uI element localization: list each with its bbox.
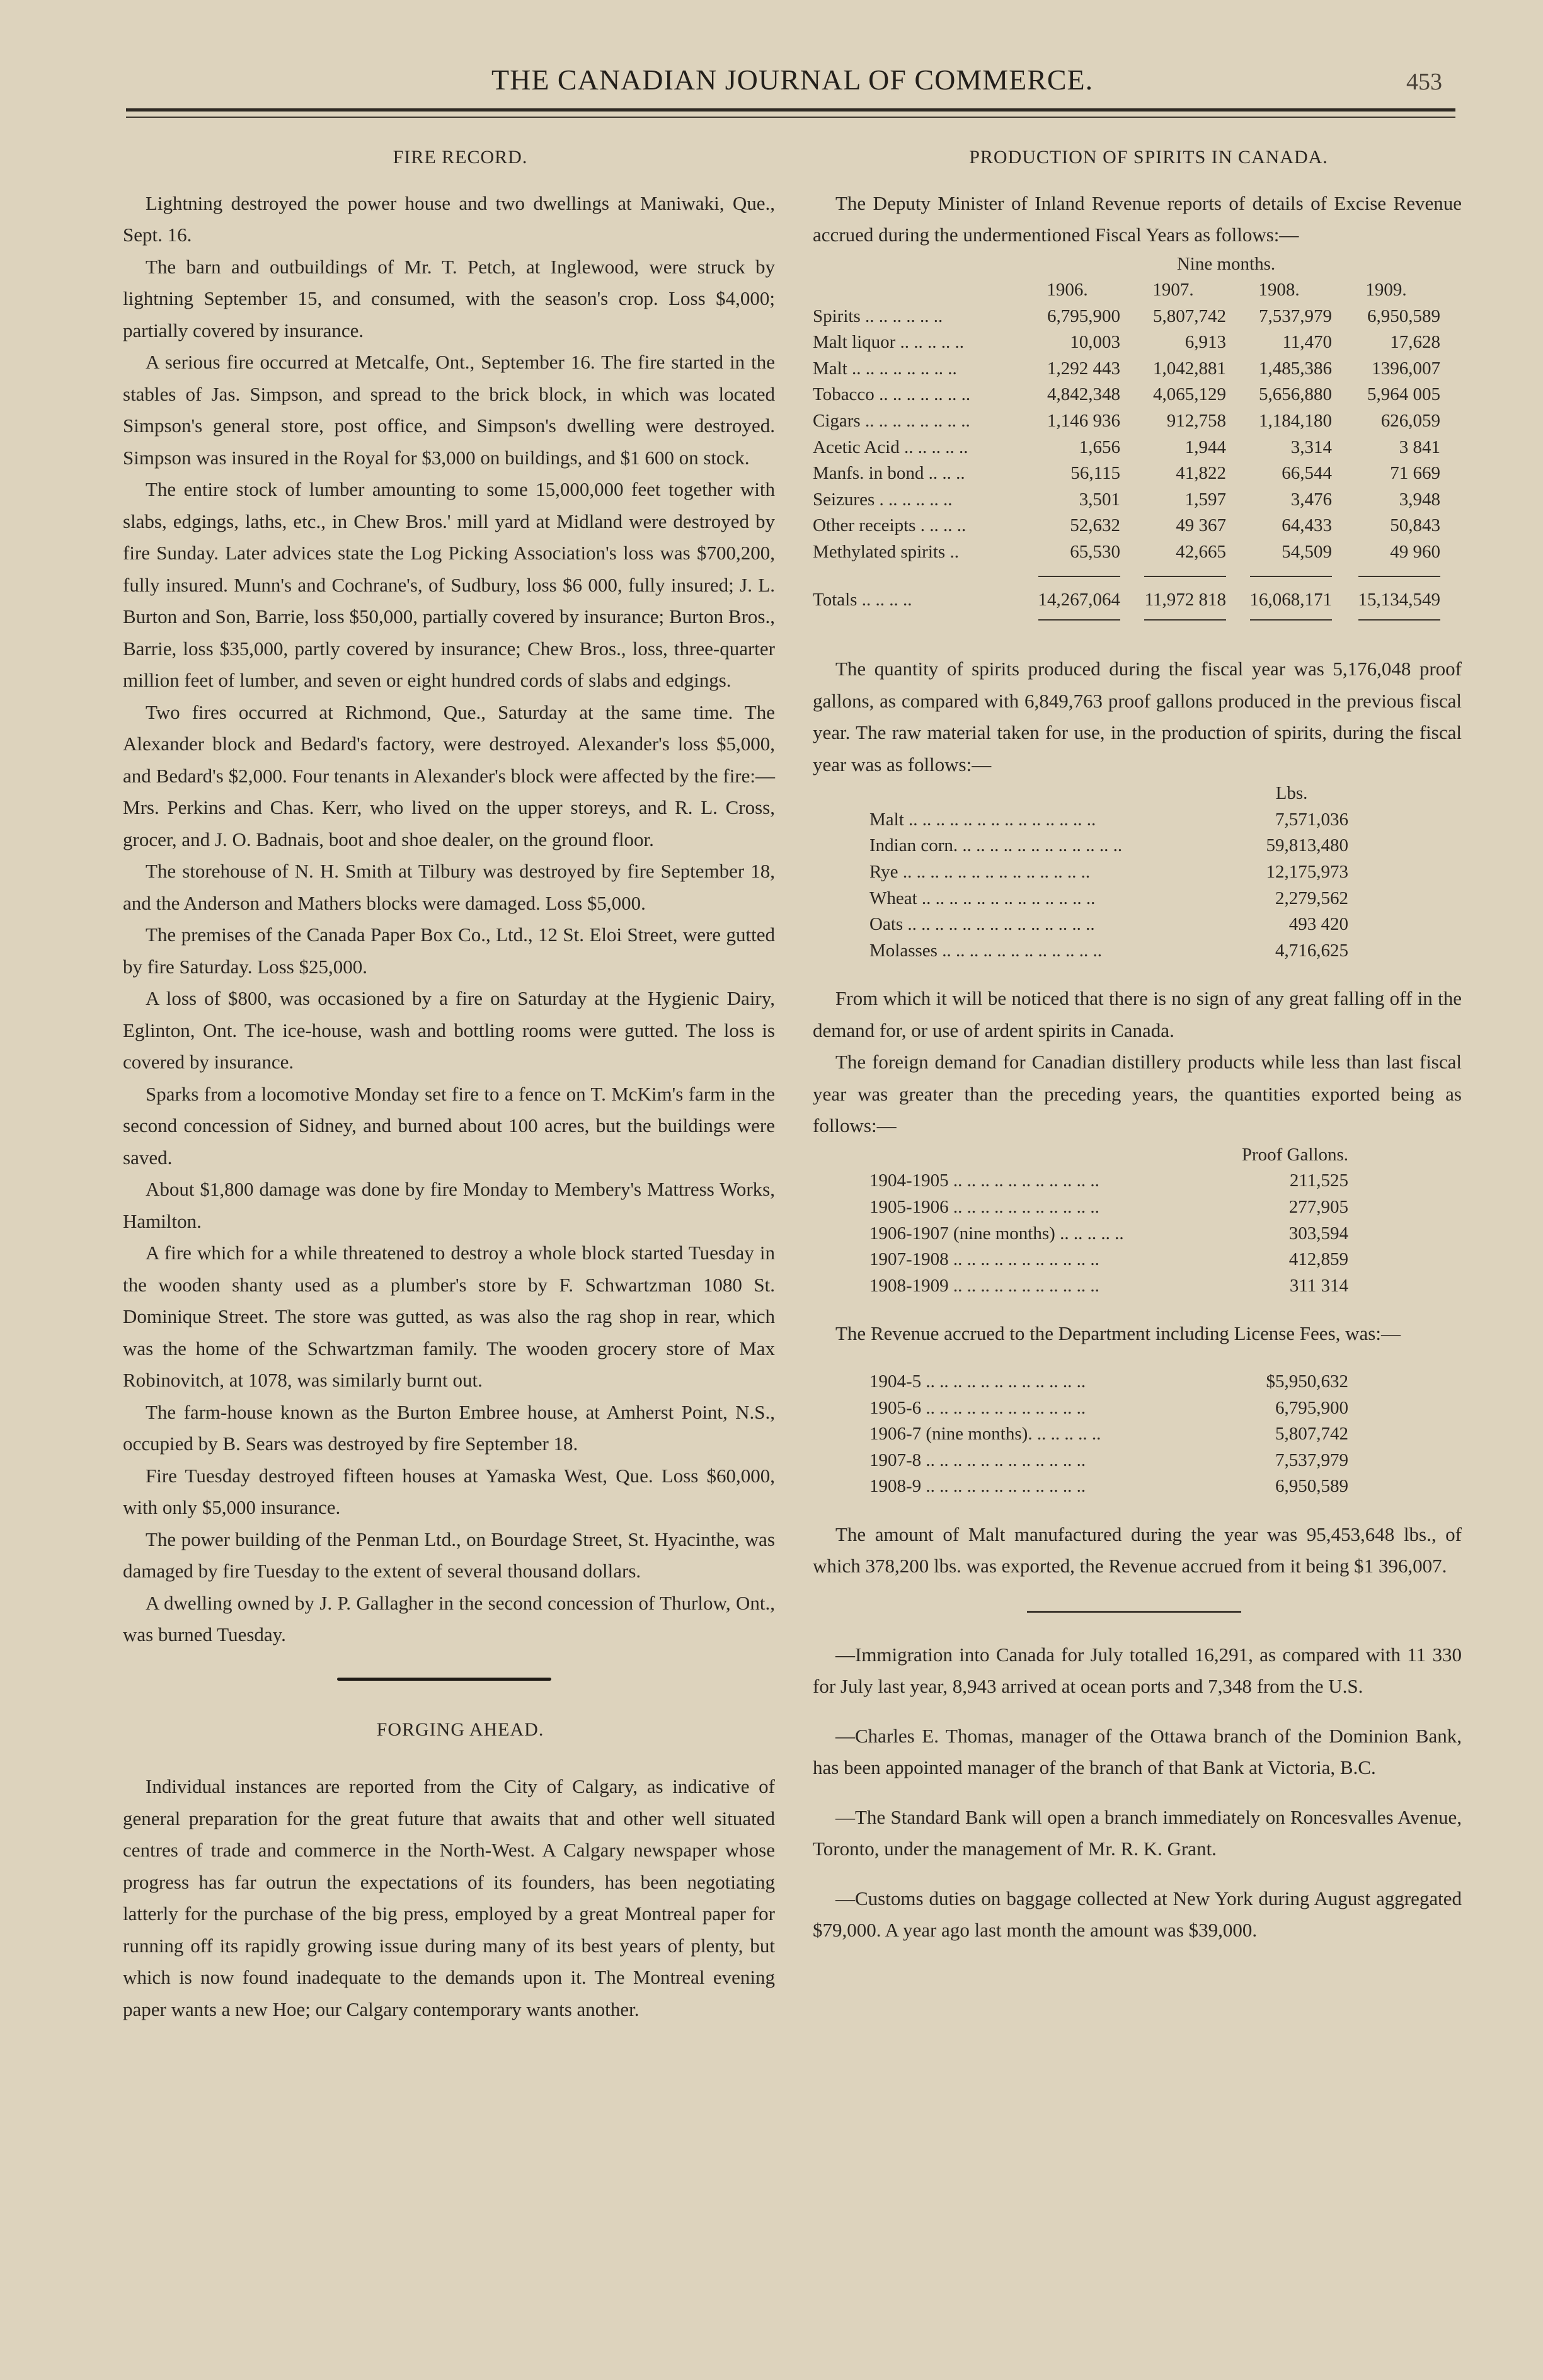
dot-leader: .. .. .. .. <box>861 589 912 610</box>
row-label-cell <box>813 408 1014 435</box>
table-cell: 6,913 <box>1184 332 1226 353</box>
material-row-label: Malt <box>869 809 904 830</box>
exports-list <box>813 1142 1462 1300</box>
table-cell: 54,509 <box>1282 542 1332 563</box>
row-label: Seizures <box>813 489 875 510</box>
table-cell: 10,003 <box>1070 332 1120 353</box>
dot-leader: .. .. .. <box>928 463 965 484</box>
table-cell: 41,822 <box>1176 463 1226 484</box>
raw-materials-list <box>813 781 1462 964</box>
dot-leader: .. .. .. .. .. .. .. .. .. .. .. .. .. .. <box>903 809 1096 830</box>
year-header: 1909. <box>1365 280 1407 300</box>
table-cell: 1,146 936 <box>1047 411 1120 432</box>
masthead-rule-thin <box>126 117 1455 118</box>
material-row-label-cell <box>869 938 1235 964</box>
export-row-label-cell <box>869 1247 1235 1273</box>
table-row <box>813 513 1462 539</box>
revenue-row-value: 5,807,742 <box>1275 1424 1348 1445</box>
material-row-value: 12,175,973 <box>1266 862 1348 882</box>
dot-leader: .. .. .. .. .. .. .. .. <box>852 358 957 379</box>
revenue-row-value: 6,950,589 <box>1275 1476 1348 1497</box>
fire-record-paragraph: Two fires occurred at Richmond, Que., Saturday at the same time. The Alexander block and Bedard's factory, were destroyed. Alexander's loss $5,000, and Bedard's $2,000. Four tenants in Alexander's block were affected by the fire:—Mrs. Perkins and Chas. Kerr, who lived on the upper storeys, and R. L. Cross, grocer, and J. O. Badnais, boot and shoe dealer, on the ground floor. <box>123 701 775 850</box>
revenue-row-label-cell <box>869 1395 1235 1422</box>
revenue-row-label-cell <box>869 1448 1235 1474</box>
year-header: 1906. <box>1047 280 1088 300</box>
row-label-cell <box>813 356 1014 382</box>
fire-record-paragraph: Fire Tuesday destroyed fifteen houses at Yamaska West, Que. Loss $60,000, with only $5,000 insurance. <box>123 1464 775 1518</box>
exports-unit: Proof Gallons. <box>1241 1144 1348 1165</box>
year-header: 1907. <box>1152 280 1194 300</box>
page-number: 453 <box>1406 69 1442 95</box>
export-row-value: 211,525 <box>1289 1170 1348 1191</box>
export-row-label-cell <box>869 1194 1235 1221</box>
fire-record-paragraph: A loss of $800, was occasioned by a fire on Saturday at the Hygienic Dairy, Eglinton, Ont. The ice-house, wash and bottling rooms were gutted. The loss is covered by insurance. <box>123 987 775 1073</box>
fire-record-paragraph: The entire stock of lumber amounting to some 15,000,000 feet together with slabs, edgings, laths, etc., in Chew Bros.' mill yard at Midland were destroyed by fire Sunday. Later advices state the Log Picking Association's loss was $700,200, fully insured. Munn's and Cochrane's, of Sudbury, loss $6 000, fully insured; J. L. Burton and Son, Barrie, loss $50,000, partially covered by insurance; Burton Bros., Barrie, loss $35,000, partly covered by insurance; Chew Bros., loss, three-quarter million feet of lumber, and seven or eight hundred cords of slabs and edgings. <box>123 478 775 691</box>
fire-record-paragraph: Lightning destroyed the power house and two dwellings at Maniwaki, Que., Sept. 16. <box>123 192 775 246</box>
fire-record-paragraph: The storehouse of N. H. Smith at Tilbury was destroyed by fire September 18, and the Anderson and Mathers blocks were damaged. Loss $5,000. <box>123 860 775 914</box>
row-label: Other receipts <box>813 515 916 536</box>
table-cell: 5,656,880 <box>1259 384 1332 405</box>
table-cell: 1,292 443 <box>1047 358 1120 379</box>
fire-record-heading: FIRE RECORD. <box>393 147 528 168</box>
row-label: Tobacco <box>813 384 875 405</box>
table-cell: 3 841 <box>1399 437 1440 457</box>
dot-leader: .. .. .. .. .. .. .. .. .. .. .. .. <box>921 1476 1086 1497</box>
revenue-row-label: 1905-6 <box>869 1397 922 1418</box>
table-row <box>813 408 1462 435</box>
table-cell: 912,758 <box>1166 411 1226 432</box>
dot-leader: .. .. .. .. .. .. .. .. .. .. .. .. <box>921 1450 1086 1470</box>
export-row-label-cell <box>869 1273 1235 1300</box>
export-row-value: 303,594 <box>1288 1223 1348 1244</box>
total-rule-row <box>813 566 1462 587</box>
fire-record-paragraph: A fire which for a while threatened to destroy a whole block started Tuesday in the wooden shanty used as a plumber's store by F. Schwartzman 1080 St. Dominique Street. The store was gutted, as was also the rag shop in rear, which was the home of the Schwartzman family. The wooden grocery store of Max Robinovitch, at 1078, was similarly burnt out. <box>123 1242 775 1391</box>
revenue-row-label: 1904-5 <box>869 1371 922 1392</box>
forging-ahead-paragraph: Individual instances are reported from the City of Calgary, as indicative of general preparation for the great future that awaits that and other well situated centres of trade and commerce in the North-West. A Calgary newspaper whose progress has far outrun the expectations of its founders, has been negotiating latterly for the purchase of the big press, employed by a great Montreal paper for running off its rapidly growing issue during many of its best years of plenty, but which is now found inadequate to the demands upon it. The Montreal evening paper wants a new Hoe; our Calgary contemporary wants another. <box>123 1775 775 2020</box>
news-note: —Charles E. Thomas, manager of the Ottawa branch of the Dominion Bank, has been appointed manager of the branch of that Bank at Victoria, B.C. <box>813 1724 1462 1779</box>
table-cell: 3,948 <box>1399 489 1440 510</box>
material-row <box>869 938 1348 964</box>
material-row-value: 4,716,625 <box>1275 940 1348 961</box>
ornamental-rule <box>123 1651 775 1702</box>
dot-leader: . .. .. .. .. .. <box>879 489 953 510</box>
material-row <box>869 859 1348 886</box>
export-row <box>869 1194 1348 1221</box>
row-label-cell <box>813 304 1014 330</box>
dot-leader: .. <box>949 542 959 563</box>
totals-cell: 15,134,549 <box>1358 589 1440 610</box>
material-row-label-cell <box>869 807 1235 833</box>
revenue-row-label: 1908-9 <box>869 1476 922 1497</box>
news-note: —Immigration into Canada for July totalled 16,291, as compared with 11 330 for July last year, 8,943 arrived at ocean ports and 7,348 from the U.S. <box>813 1643 1462 1698</box>
revenue-list <box>813 1369 1462 1500</box>
table-cell: 50,843 <box>1390 515 1440 536</box>
totals-cell: 11,972 818 <box>1144 589 1226 610</box>
table-cell: 5,964 005 <box>1367 384 1440 405</box>
material-row-value: 7,571,036 <box>1275 809 1348 830</box>
dot-leader: .. .. .. .. .. .. .. .. .. .. .. .. <box>921 1397 1086 1418</box>
dot-leader: .. .. .. .. .. .. .. .. .. .. .. <box>948 1275 1099 1296</box>
row-label-cell <box>813 461 1014 487</box>
fire-record-paragraph: Sparks from a locomotive Monday set fire to a fence on T. McKim's farm in the second concession of Sidney, and burned about 100 acres, but the buildings were saved. <box>123 1082 775 1169</box>
section-rule <box>813 1582 1462 1639</box>
fire-record-paragraph: About $1,800 damage was done by fire Monday to Membery's Mattress Works, Hamilton. <box>123 1178 775 1232</box>
table-cell: 71 669 <box>1390 463 1440 484</box>
table-cell: 6,795,900 <box>1047 306 1120 326</box>
dot-leader: .. .. .. .. .. <box>900 332 965 353</box>
fire-record-paragraph: The premises of the Canada Paper Box Co., Ltd., 12 St. Eloi Street, were gutted by fire Saturday. Loss $25,000. <box>123 924 775 978</box>
dot-leader: .. .. .. .. .. .. .. .. .. .. .. .. .. .. <box>898 862 1091 882</box>
revenue-row-value: 6,795,900 <box>1275 1397 1348 1418</box>
table-cell: 11,470 <box>1282 332 1332 353</box>
dot-leader: . .. .. .. .. .. <box>1028 1424 1101 1445</box>
materials-unit: Lbs. <box>1275 783 1308 804</box>
export-row <box>869 1168 1348 1194</box>
material-row-value: 493 420 <box>1288 914 1348 935</box>
export-row-label: 1905-1906 <box>869 1197 949 1218</box>
fire-record-paragraph: The farm-house known as the Burton Embree house, at Amherst Point, N.S., occupied by B. Sears was destroyed by fire September 18. <box>123 1400 775 1455</box>
dot-leader: .. .. .. .. .. .. .. .. .. .. .. <box>948 1249 1099 1270</box>
news-notes <box>813 1639 1462 1947</box>
dot-leader: .. .. .. .. .. .. <box>865 306 943 326</box>
table-cell: 7,537,979 <box>1259 306 1332 326</box>
table-row <box>813 329 1462 356</box>
export-row-label: 1907-1908 <box>869 1249 949 1270</box>
row-label: Manfs. in bond <box>813 463 924 484</box>
totals-cell: 16,068,171 <box>1249 589 1332 610</box>
table-header-row <box>813 277 1462 304</box>
revenue-row-label: 1907-8 <box>869 1450 922 1470</box>
material-row-label-cell <box>869 833 1235 859</box>
foreign-demand-paragraph: The foreign demand for Canadian distillery products while less than last fiscal year was greater than the preceding years, the quantities exported being as follows:— <box>813 1051 1462 1137</box>
export-row-label: 1904-1905 <box>869 1170 949 1191</box>
table-row <box>813 487 1462 513</box>
masthead-rule-thick <box>126 108 1455 112</box>
material-row-label-cell <box>869 859 1235 886</box>
table-cell: 52,632 <box>1070 515 1120 536</box>
revenue-row <box>869 1369 1348 1395</box>
table-cell: 6,950,589 <box>1367 306 1440 326</box>
export-row <box>869 1221 1348 1247</box>
forging-ahead-heading: FORGING AHEAD. <box>376 1719 544 1740</box>
table-cell: 3,501 <box>1079 489 1120 510</box>
row-label-cell <box>813 435 1014 461</box>
table-cell: 49 960 <box>1390 542 1440 563</box>
row-label: Methylated spirits <box>813 542 946 563</box>
table-body <box>813 304 1462 566</box>
material-row-label: Molasses <box>869 940 938 961</box>
right-column <box>813 142 1462 1964</box>
export-row-label: 1906-1907 (nine months) <box>869 1223 1055 1244</box>
dot-leader: .. .. .. .. .. .. .. .. .. .. .. .. .. .. <box>903 914 1095 935</box>
row-label-cell <box>813 329 1014 356</box>
revenue-row-label-cell <box>869 1473 1235 1500</box>
export-row-label-cell <box>869 1168 1235 1194</box>
quantity-paragraph: The quantity of spirits produced during the fiscal year was 5,176,048 proof gallons, as compared with 6,849,763 proof gallons produced in the previous fiscal year. The raw material taken for use, in the production of spirits, during the fiscal year was as follows:— <box>813 658 1462 775</box>
material-row-label-cell <box>869 912 1235 938</box>
revenue-row-label: 1906-7 (nine months) <box>869 1424 1028 1445</box>
table-cell: 3,314 <box>1290 437 1332 457</box>
export-row-value: 311 314 <box>1289 1275 1348 1296</box>
fire-record-paragraph: A serious fire occurred at Metcalfe, Ont., September 16. The fire started in the stables of Jas. Simpson, and spread to the brick block, in which was located Simpson's general store, post office, and Simpson's dwelling were destroyed. Simpson was insured in the Royal for $3,000 on buildings, and $1 600 on stock. <box>123 351 775 469</box>
dot-leader: .. .. .. .. .. .. .. .. <box>864 411 970 432</box>
dot-leader: .. .. .. .. .. .. .. .. .. .. .. .. .. <box>917 888 1096 908</box>
export-row-value: 277,905 <box>1288 1197 1348 1218</box>
totals-label: Totals <box>813 589 858 610</box>
totals-cell: 14,267,064 <box>1038 589 1120 610</box>
fire-record-paragraph: The power building of the Penman Ltd., on Bourdage Street, St. Hyacinthe, was damaged by fire Tuesday to the extent of several thousand dollars. <box>123 1528 775 1582</box>
table-cell: 5,807,742 <box>1153 306 1226 326</box>
row-label: Spirits <box>813 306 861 326</box>
dot-leader: .. .. .. .. .. .. .. .. .. .. .. <box>948 1170 1099 1191</box>
export-row-label-cell <box>869 1221 1235 1247</box>
table-row <box>813 435 1462 461</box>
material-row-label-cell <box>869 886 1235 912</box>
row-label-cell <box>813 513 1014 539</box>
material-row <box>869 912 1348 938</box>
export-row <box>869 1247 1348 1273</box>
table-cell: 1,597 <box>1184 489 1226 510</box>
material-row <box>869 833 1348 859</box>
table-cell: 1,042,881 <box>1153 358 1226 379</box>
table-cell: 3,476 <box>1290 489 1332 510</box>
material-row-label: Wheat <box>869 888 917 908</box>
table-cell: 1396,007 <box>1372 358 1440 379</box>
totals-underline-row <box>813 613 1462 634</box>
table-row <box>813 356 1462 382</box>
table-cell: 42,665 <box>1176 542 1226 563</box>
revenue-paragraph: The Revenue accrued to the Department including License Fees, was:— <box>835 1322 1401 1345</box>
row-label-cell <box>813 539 1014 566</box>
material-row-value: 59,813,480 <box>1266 835 1348 856</box>
table-cell: 1,944 <box>1184 437 1226 457</box>
year-header: 1908. <box>1258 280 1300 300</box>
revenue-row <box>869 1421 1348 1448</box>
journal-title: THE CANADIAN JOURNAL OF COMMERCE. <box>491 64 1094 96</box>
dot-leader: .. .. .. .. .. <box>1055 1223 1124 1244</box>
totals-row <box>813 587 1462 614</box>
dot-leader: .. .. .. .. .. .. .. .. .. .. .. <box>948 1197 1099 1218</box>
dot-leader: .. .. .. .. .. .. .. .. .. .. .. .. <box>921 1371 1086 1392</box>
table-cell: 4,065,129 <box>1153 384 1226 405</box>
dot-leader: . .. .. .. .. .. .. .. .. .. .. .. .. <box>953 835 1123 856</box>
material-row-label: Indian corn <box>869 835 953 856</box>
row-label: Acetic Acid <box>813 437 900 457</box>
table-cell: 49 367 <box>1176 515 1226 536</box>
row-label: Cigars <box>813 411 861 432</box>
dot-leader: .. .. .. .. .. <box>903 437 968 457</box>
fire-record-paragraph: The barn and outbuildings of Mr. T. Petch, at Inglewood, were struck by lightning September 15, and consumed, with the season's crop. Loss $4,000; partially covered by insurance. <box>123 255 775 341</box>
left-column <box>123 142 775 2025</box>
table-row <box>813 382 1462 408</box>
fire-record-article <box>123 188 775 1651</box>
row-label-cell <box>813 487 1014 513</box>
table-row <box>813 539 1462 566</box>
table-cell: 66,544 <box>1282 463 1332 484</box>
news-note: —The Standard Bank will open a branch immediately on Roncesvalles Avenue, Toronto, under the management of Mr. R. K. Grant. <box>813 1805 1462 1860</box>
export-row-label: 1908-1909 <box>869 1275 949 1296</box>
export-row-value: 412,859 <box>1288 1249 1348 1270</box>
revenue-row-label-cell <box>869 1421 1235 1448</box>
dot-leader: . .. .. .. <box>920 515 967 536</box>
revenue-row-value: $5,950,632 <box>1266 1371 1348 1392</box>
masthead <box>0 63 1543 107</box>
table-row <box>813 461 1462 487</box>
table-cell: 1,184,180 <box>1259 411 1332 432</box>
material-row <box>869 886 1348 912</box>
row-label-cell <box>813 382 1014 408</box>
excise-revenue-table <box>813 251 1462 635</box>
revenue-row-label-cell <box>869 1369 1235 1395</box>
malt-paragraph: The amount of Malt manufactured during the year was 95,453,648 lbs., of which 378,200 lbs. was exported, the Revenue accrued from it being $1 396,007. <box>813 1523 1462 1577</box>
table-cell: 56,115 <box>1070 463 1120 484</box>
table-caption: Nine months. <box>1176 253 1276 274</box>
spirits-intro: The Deputy Minister of Inland Revenue reports of details of Excise Revenue accrued during the undermentioned Fiscal Years as follows:— <box>813 192 1462 246</box>
table-cell: 64,433 <box>1282 515 1332 536</box>
dot-leader: .. .. .. .. .. .. .. <box>879 384 971 405</box>
spirits-heading: PRODUCTION OF SPIRITS IN CANADA. <box>969 147 1328 168</box>
news-note: —Customs duties on baggage collected at New York during August aggregated $79,000. A year ago last month the amount was $39,000. <box>813 1887 1462 1942</box>
table-cell: 4,842,348 <box>1047 384 1120 405</box>
material-row-value: 2,279,562 <box>1275 888 1348 908</box>
material-row-label: Rye <box>869 862 898 882</box>
row-label: Malt liquor <box>813 332 896 353</box>
material-row-label: Oats <box>869 914 903 935</box>
revenue-row <box>869 1395 1348 1422</box>
table-cell: 1,485,386 <box>1259 358 1332 379</box>
table-cell: 17,628 <box>1390 332 1440 353</box>
material-row <box>869 807 1348 833</box>
revenue-row <box>869 1448 1348 1474</box>
table-cell: 626,059 <box>1380 411 1440 432</box>
ardent-spirits-paragraph: From which it will be noticed that there is no sign of any great falling off in the demand for, or use of ardent spirits in Canada. <box>813 987 1462 1041</box>
table-cell: 65,530 <box>1070 542 1120 563</box>
row-label: Malt <box>813 358 847 379</box>
revenue-row <box>869 1473 1348 1500</box>
fire-record-paragraph: A dwelling owned by J. P. Gallagher in the second concession of Thurlow, Ont., was burned Tuesday. <box>123 1591 775 1645</box>
revenue-row-value: 7,537,979 <box>1275 1450 1348 1470</box>
dot-leader: .. .. .. .. .. .. .. .. .. .. .. .. <box>937 940 1102 961</box>
table-cell: 1,656 <box>1079 437 1120 457</box>
table-row <box>813 304 1462 330</box>
export-row <box>869 1273 1348 1300</box>
